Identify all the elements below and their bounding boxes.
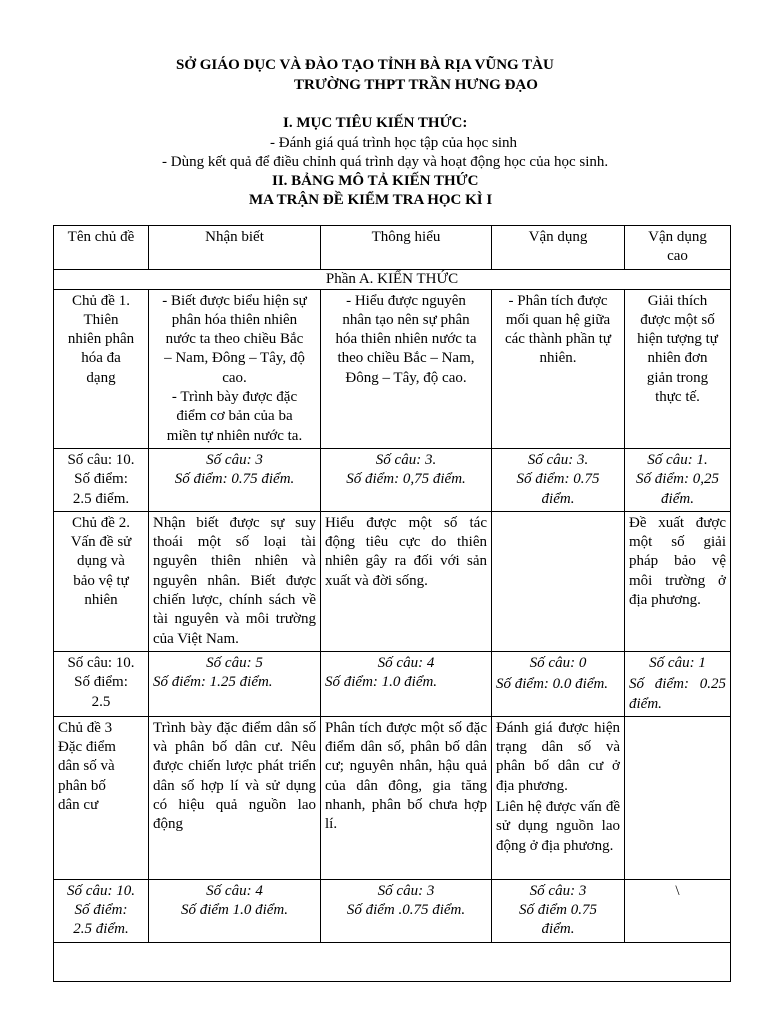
topic2-score-row [54,651,731,716]
topic3-score-apply-high: \ [625,879,731,942]
topic3-row [54,716,731,879]
topic1-row [54,289,731,448]
empty-row [54,942,731,981]
header-topic: Tên chủ đề [54,226,149,270]
header-understand: Thông hiểu [321,226,492,270]
part-a-row [54,269,731,289]
topic3-score-understand: Số câu: 3 Số điểm .0.75 điểm. [321,879,492,942]
topic3-score-apply: Số câu: 3 Số điểm 0.75 điểm. [492,879,625,942]
header-recognize: Nhận biết [149,226,321,270]
topic2-understand: Hiểu được một số tác động tiêu cực do thiên nhiên gây ra đối với sản xuất và đời sống. [321,511,492,651]
objective-line-1: - Đánh giá quá trình học tập của học sinh [270,135,518,151]
matrix-title: MA TRẬN ĐỀ KIỂM TRA HỌC KÌ I [249,192,493,208]
topic2-apply [492,511,625,651]
assessment-matrix-table [53,225,731,982]
topic3-score-row [54,879,731,942]
topic1-score-topic: Số câu: 10. Số điểm: 2.5 điểm. [54,448,149,511]
header-apply-high: Vận dụng cao [625,226,731,270]
topic1-apply: - Phân tích được mối quan hệ giữa các thành phần tự nhiên. [492,289,625,448]
topic1-apply-high: Giải thích được một số hiện tượng tự nhiên đơn giản trong thực tế. [625,289,731,448]
topic1-recognize: - Biết được biểu hiện sự phân hóa thiên nhiên nước ta theo chiều Bắc – Nam, Đông – Tây, độ cao. - Trình bày được đặc điểm cơ bản của ba miền tự nhiên nước ta. [149,289,321,448]
topic2-score-topic: Số câu: 10. Số điểm: 2.5 [54,651,149,716]
empty-cell [54,942,731,981]
topic1-score-apply-high: Số câu: 1. Số điểm: 0,25 điểm. [625,448,731,511]
topic2-score-apply-high: Số câu: 1 Số điểm: 0.25 điểm. [625,651,731,716]
topic2-score-recognize: Số câu: 5 Số điểm: 1.25 điểm. [149,651,321,716]
part-a-title: Phần A. KIẾN THỨC [54,269,731,289]
topic3-apply: Đánh giá được hiện trạng dân số và phân bố dân cư ở địa phương. Liên hệ được vấn đề sử dụng nguồn lao động ở địa phương. [492,716,625,879]
objective-line-2: - Dùng kết quả để điều chỉnh quá trình dạy và hoạt động học của học sinh. [162,154,609,170]
topic3-apply-high [625,716,731,879]
topic3-recognize: Trình bày đặc điểm dân số và phân bố dân cư. Nêu được chiến lược phát triển dân số hợp lí và sử dụng có hiệu quả nguồn lao động [149,716,321,879]
topic1-score-apply: Số câu: 3. Số điểm: 0.75 điểm. [492,448,625,511]
header-apply: Vận dụng [492,226,625,270]
section2-title: II. BẢNG MÔ TẢ KIẾN THỨC [272,173,479,189]
topic3-name: Chủ đề 3 Đặc điểm dân số và phân bố dân cư [54,716,149,879]
document-page: SỞ GIÁO DỤC VÀ ĐÀO TẠO TỈNH BÀ RỊA VŨNG TÀU TRƯỜNG THPT TRẦN HƯNG ĐẠO I. MỤC TIÊU KIẾN THỨC: - Đánh giá quá trình học tập của học sinh - Dùng kết quả để điều chỉnh quá trình dạy và hoạt động học của học sinh. II. BẢNG MÔ TẢ KIẾN THỨC MA TRẬN ĐỀ KIỂM TRA HỌC KÌ I Tên chủ đề Nhận biết Thông hiểu Vận dụng Vận dụng cao Phần A. KIẾN THỨC Chủ đề 1. Thiên nhiên phân hóa đa dạng - Biết được biểu hiện sự phân hóa thiên nhiên nước ta theo chiều Bắc – Nam, Đông – Tây, độ cao. - Trình bày được đặc điểm cơ bản của ba miền tự nhiên nước ta. - Hiểu được nguyên nhân tạo nên sự phân hóa thiên nhiên nước ta theo chiều Bắc – Nam, Đông – Tây, độ cao. - Phân tích được mối quan hệ giữa các thành phần tự nhiên. Giải thích được một số hiện tượng tự nhiên đơn giản trong thực tế. Số câu: 10. Số điểm: 2.5 điểm. Số câu: 3 Số điểm: 0.75 điểm. Số câu: 3. Số điểm: 0,75 điểm. Số câu: 3. Số điểm: 0.75 điểm. Số câu: 1. Số điểm: 0,25 điểm. Chủ đề 2. Vấn đề sử dụng và bảo vệ tự nhiên Nhận biết được sự suy thoái một số loại tài nguyên thiên nhiên và nguyên nhân. Biết được chiến lược, chính sách về tài nguyên và môi trường của Việt Nam. Hiểu được một số tác động tiêu cực do thiên nhiên gây ra đối với sản xuất và đời sống. Đề xuất được một số giải pháp bảo vệ môi trường ở địa phương. Số câu: 10. Số điểm: 2.5 Số câu: 5 Số điểm: 1.25 điểm. Số câu: 4 Số điểm: 1.0 điểm. Số câu: 0 Số điểm: 0.0 điểm. Số câu: 1 Số điểm: 0.25 điểm. Chủ đề 3 Đặc điểm dân số và phân bố dân cư Trình bày đặc điểm dân số và phân bố dân cư. Nêu được chiến lược phát triển dân số hợp lí và sử dụng có hiệu quả nguồn lao động Phân tích được một số đặc điểm dân số, phân bố dân cư; nguyên nhân, hậu quả của dân đông, gia tăng nhanh, phân bố chưa hợp lí. Đánh giá được hiện trạng dân số và phân bố dân cư ở địa phương. Liên hệ được vấn đề sử dụng nguồn lao động ở địa phương. Số câu: 10. Số điểm: 2.5 điểm. Số câu: 4 Số điểm 1.0 điểm. Số câu: 3 Số điểm .0.75 điểm. Số câu: 3 Số điểm 0.75 điểm. \ [0,0,768,1024]
topic1-score-understand: Số câu: 3. Số điểm: 0,75 điểm. [321,448,492,511]
topic2-apply-high: Đề xuất được một số giải pháp bảo vệ môi trường ở địa phương. [625,511,731,651]
topic3-score-recognize: Số câu: 4 Số điểm 1.0 điểm. [149,879,321,942]
topic2-score-apply: Số câu: 0 Số điểm: 0.0 điểm. [492,651,625,716]
topic1-name: Chủ đề 1. Thiên nhiên phân hóa đa dạng [54,289,149,448]
topic3-score-topic: Số câu: 10. Số điểm: 2.5 điểm. [54,879,149,942]
table-header-row [54,226,731,270]
section1-title: I. MỤC TIÊU KIẾN THỨC: [283,115,468,131]
topic2-name: Chủ đề 2. Vấn đề sử dụng và bảo vệ tự nhiên [54,511,149,651]
topic2-score-understand: Số câu: 4 Số điểm: 1.0 điểm. [321,651,492,716]
topic1-understand: - Hiểu được nguyên nhân tạo nên sự phân hóa thiên nhiên nước ta theo chiều Bắc – Nam, Đông – Tây, độ cao. [321,289,492,448]
topic1-score-row [54,448,731,511]
topic2-row [54,511,731,651]
topic1-score-recognize: Số câu: 3 Số điểm: 0.75 điểm. [149,448,321,511]
topic3-understand: Phân tích được một số đặc điểm dân số, phân bố dân cư; nguyên nhân, hậu quả của dân đông, gia tăng nhanh, phân bố chưa hợp lí. [321,716,492,879]
topic2-recognize: Nhận biết được sự suy thoái một số loại tài nguyên thiên nhiên và nguyên nhân. Biết được chiến lược, chính sách về tài nguyên và môi trường của Việt Nam. [149,511,321,651]
